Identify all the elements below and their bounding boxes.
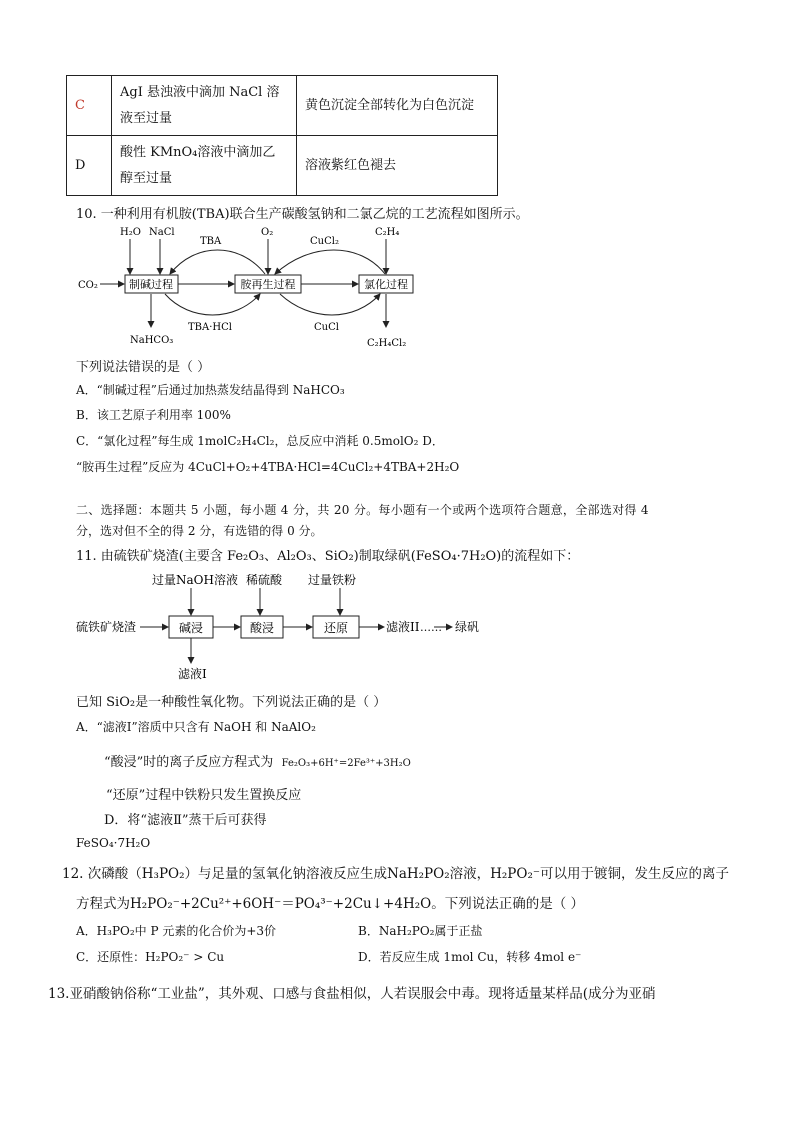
q11-option-d-cont: FeSO₄·7H₂O: [76, 836, 151, 850]
table-row: [67, 136, 498, 196]
box2-label: 酸浸: [249, 621, 275, 635]
nahco3-label: NaHCO₃: [130, 335, 174, 346]
reagent3-label: 过量铁粉: [308, 573, 357, 587]
phenomenon-cell: 溶液紫红色褪去: [297, 136, 498, 196]
co2-label: CO₂: [78, 280, 98, 291]
q12-option-b: B．NaH₂PO₂属于正盐: [358, 924, 483, 938]
reagent2-label: 稀硫酸: [246, 573, 283, 587]
q10-flow-diagram: [70, 222, 430, 352]
q10-option-a: A．“制碱过程”后通过加热蒸发结晶得到 NaHCO₃: [76, 383, 345, 397]
o2-label: O₂: [261, 227, 274, 238]
q10-option-b: B．该工艺原子利用率 100%: [76, 408, 231, 422]
option-label: C: [67, 76, 112, 136]
filtrate2-label: 滤液II: [386, 620, 420, 634]
q10-stem: 10. 一种利用有机胺(TBA)联合生产碳酸氢钠和二氯乙烷的工艺流程如图所示。: [76, 207, 529, 222]
condition-cell: AgI 悬浊液中滴加 NaCl 溶液至过量: [112, 76, 297, 136]
box2-label: 胺再生过程: [240, 278, 296, 291]
tba-label: TBA: [200, 236, 222, 247]
q11-option-c: “还原”过程中铁粉只发生置换反应: [106, 788, 302, 803]
q12-option-d: D．若反应生成 1mol Cu，转移 4mol e⁻: [358, 950, 582, 964]
c2h4cl2-label: C₂H₄Cl₂: [367, 338, 407, 349]
cucl-label: CuCl: [314, 322, 339, 333]
q12-option-a: A．H₃PO₂中 P 元素的化合价为+3价: [76, 924, 277, 938]
cucl2-label: CuCl₂: [310, 236, 339, 247]
q11-flow-diagram: [74, 568, 494, 680]
section2-line2: 分，选对但不全的得 2 分，有选错的得 0 分。: [76, 524, 323, 538]
q11-option-b: “酸浸”时的离子反应方程式为 Fe₂O₃+6H⁺=2Fe³⁺+3H₂O: [104, 755, 411, 770]
option-label: D: [67, 136, 112, 196]
box1-label: 制碱过程: [129, 278, 173, 291]
q13-line1: 13.亚硝酸钠俗称“工业盐”，其外观、口感与食盐相似，人若误服会中毒。现将适量某样品(成分为亚硝: [48, 986, 656, 1002]
section2-line1: 二、选择题：本题共 5 小题，每小题 4 分，共 20 分。每小题有一个或两个选项符合题意，全部选对得 4: [76, 503, 649, 517]
h2o-label: H₂O: [120, 227, 141, 238]
start-label: 硫铁矿烧渣: [76, 620, 137, 634]
q10-option-c: C．“氯化过程”每生成 1molC₂H₄Cl₂，总反应中消耗 0.5molO₂ D．: [76, 434, 444, 448]
filtrate1-label: 滤液I: [178, 667, 207, 680]
dots-label: ……: [420, 621, 442, 634]
q12-line1: 12. 次磷酸（H₃PO₂）与足量的氢氧化钠溶液反应生成NaH₂PO₂溶液，H₂PO₂⁻可以用于镀铜，发生反应的离子: [62, 866, 729, 882]
q10-option-d: “胺再生过程”反应为 4CuCl+O₂+4TBA·HCl=4CuCl₂+4TBA+2H₂O: [76, 460, 460, 474]
reagent1-label: 过量NaOH溶液: [152, 573, 238, 587]
tbahcl-label: TBA·HCl: [188, 322, 232, 333]
box3-label: 氯化过程: [364, 278, 408, 291]
options-table: [66, 75, 498, 196]
q10-question: 下列说法错误的是（ ）: [76, 360, 211, 375]
box3-label: 还原: [323, 621, 349, 635]
c2h4-label: C₂H₄: [375, 227, 400, 238]
q11-stem: 11. 由硫铁矿烧渣(主要含 Fe₂O₃、Al₂O₃、SiO₂)制取绿矾(FeSO₄·7H₂O)的流程如下：: [76, 549, 580, 564]
q12-line2: 方程式为H₂PO₂⁻+2Cu²⁺+6OH⁻＝PO₄³⁻+2Cu↓+4H₂O。下列说法正确的是（ ）: [76, 896, 584, 912]
product-label: 绿矾: [455, 620, 480, 634]
phenomenon-cell: 黄色沉淀全部转化为白色沉淀: [297, 76, 498, 136]
nacl-label: NaCl: [149, 227, 175, 238]
table-row: [67, 76, 498, 136]
q11-option-d: D．将“滤液Ⅱ”蒸干后可获得: [104, 813, 267, 828]
condition-cell: 酸性 KMnO₄溶液中滴加乙醇至过量: [112, 136, 297, 196]
q12-option-c: C．还原性：H₂PO₂⁻ > Cu: [76, 950, 225, 964]
box1-label: 碱浸: [178, 621, 204, 635]
q11-option-a: A．“滤液Ⅰ”溶质中只含有 NaOH 和 NaAlO₂: [76, 720, 316, 734]
q11-known: 已知 SiO₂是一种酸性氧化物。下列说法正确的是（ ）: [76, 695, 387, 710]
